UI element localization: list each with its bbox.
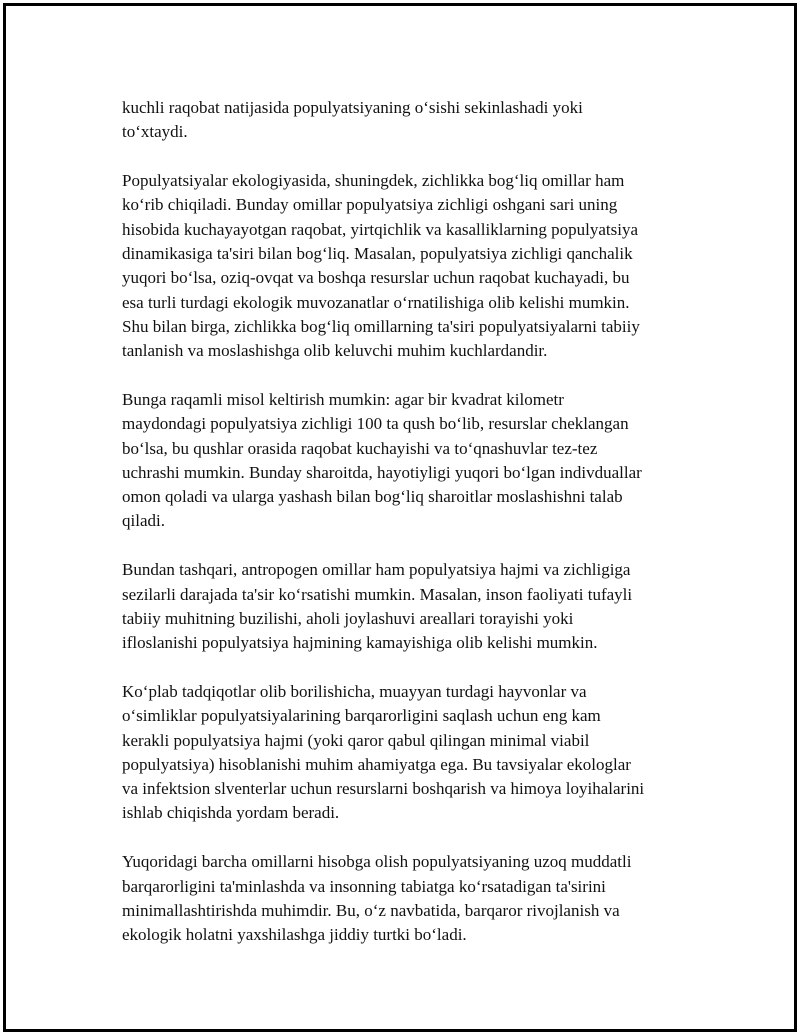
text-line: uchrashi mumkin. Bunday sharoitda, hayotiyligi yuqori bo‘lgan indivduallar — [122, 462, 642, 482]
text-line: yuqori bo‘lsa, oziq-ovqat va boshqa resurslar uchun raqobat kuchayadi, bu — [122, 268, 630, 288]
text-line: minimallashtirishda muhimdir. Bu, o‘z navbatida, barqaror rivojlanish va — [122, 900, 620, 920]
text-line: tanlanish va moslashishga olib keluvchi muhim kuchlardandir. — [122, 341, 548, 361]
text-line: maydondagi populyatsiya zichligi 100 ta qush bo‘lib, resurslar cheklangan — [122, 414, 629, 434]
text-line: sezilarli darajada ta'sir ko‘rsatishi mumkin. Masalan, inson faoliyati tufayli — [122, 584, 633, 604]
text-line: Bundan tashqari, antropogen omillar ham populyatsiya hajmi va zichligiga — [122, 560, 631, 580]
text-line: Yuqoridagi barcha omillarni hisobga olish populyatsiyaning uzoq muddatli — [122, 852, 632, 872]
paragraph — [122, 169, 694, 363]
paragraph — [122, 850, 694, 947]
paragraph — [122, 96, 694, 145]
text-line: kuchli raqobat natijasida populyatsiyaning o‘sishi sekinlashadi yoki — [122, 98, 583, 117]
text-line: tabiiy muhitning buzilishi, aholi joylashuvi areallari torayishi yoki — [122, 608, 574, 628]
page-frame — [3, 3, 797, 1032]
text-line: ishlab chiqishda yordam beradi. — [122, 803, 340, 823]
text-line: hisobida kuchayayotgan raqobat, yirtqichlik va kasalliklarning populyatsiya — [122, 219, 639, 239]
text-line: Populyatsiyalar ekologiyasida, shuningdek, zichlikka bog‘liq omillar ham — [122, 171, 625, 191]
text-line: ekologik holatni yaxshilashga jiddiy turtki bo‘ladi. — [122, 925, 467, 945]
text-line: populyatsiya) hisoblanishi muhim ahamiyatga ega. Bu tavsiyalar ekologlar — [122, 754, 631, 774]
text-line: o‘simliklar populyatsiyalarining barqarorligini saqlash uchun eng kam — [122, 706, 601, 726]
document-body — [122, 96, 694, 972]
text-line: qiladi. — [122, 511, 165, 531]
text-line: to‘xtaydi. — [122, 122, 188, 142]
paragraph — [122, 558, 694, 655]
text-line: Bunga raqamli misol keltirish mumkin: agar bir kvadrat kilometr — [122, 389, 564, 409]
paragraph — [122, 388, 694, 534]
text-line: bo‘lsa, bu qushlar orasida raqobat kuchayishi va to‘qnashuvlar tez-tez — [122, 438, 598, 458]
text-line: Shu bilan birga, zichlikka bog‘liq omillarning ta'siri populyatsiyalarni tabiiy — [122, 316, 640, 336]
text-line: Ko‘plab tadqiqotlar olib borilishicha, muayyan turdagi hayvonlar va — [122, 681, 587, 701]
text-line: omon qoladi va ularga yashash bilan bog‘liq sharoitlar moslashishni talab — [122, 487, 623, 507]
text-line: esa turli turdagi ekologik muvozanatlar o‘rnatilishiga olib kelishi mumkin. — [122, 292, 630, 312]
text-line: dinamikasiga ta'siri bilan bog‘liq. Masalan, populyatsiya zichligi qanchalik — [122, 243, 633, 263]
text-line: ifloslanishi populyatsiya hajmining kamayishiga olib kelishi mumkin. — [122, 633, 598, 653]
paragraph — [122, 680, 694, 826]
text-line: ko‘rib chiqiladi. Bunday omillar populyatsiya zichligi oshgani sari uning — [122, 195, 618, 215]
text-line: barqarorligini ta'minlashda va insonning tabiatga ko‘rsatadigan ta'sirini — [122, 876, 606, 896]
text-line: va infektsion slventerlar uchun resurslarni boshqarish va himoya loyihalarini — [122, 779, 645, 799]
text-line: kerakli populyatsiya hajmi (yoki qaror qabul qilingan minimal viabil — [122, 730, 590, 750]
